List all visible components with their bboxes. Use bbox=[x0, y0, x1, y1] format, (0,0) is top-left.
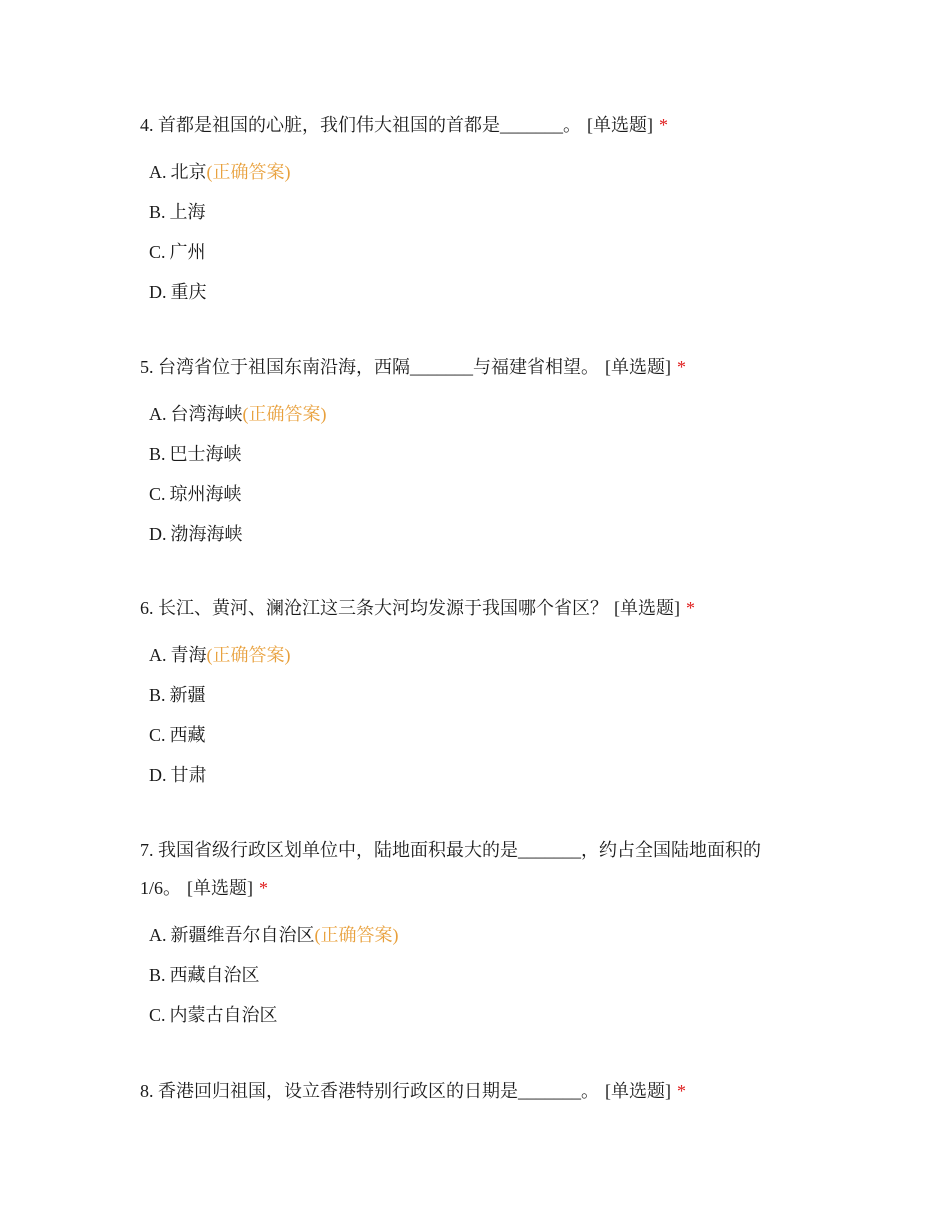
correct-answer-marker: (正确答案) bbox=[314, 925, 399, 945]
option-b[interactable] bbox=[149, 955, 800, 995]
question-6 bbox=[140, 589, 800, 795]
question-title bbox=[140, 1072, 800, 1110]
option-d[interactable] bbox=[149, 514, 800, 554]
option-a[interactable] bbox=[149, 635, 800, 675]
question-title bbox=[140, 589, 800, 627]
question-title bbox=[140, 106, 800, 144]
option-b[interactable] bbox=[149, 192, 800, 232]
correct-answer-marker: (正确答案) bbox=[206, 162, 291, 182]
option-text: 西藏 bbox=[169, 725, 206, 745]
option-letter: A. bbox=[149, 404, 167, 424]
question-text: 7. 我国省级行政区划单位中，陆地面积最大的是_______，约占全国陆地面积的1/6。 bbox=[140, 840, 761, 898]
option-letter: B. bbox=[149, 444, 166, 464]
option-c[interactable] bbox=[149, 232, 800, 272]
option-letter: C. bbox=[149, 484, 166, 504]
option-c[interactable] bbox=[149, 715, 800, 755]
option-letter: A. bbox=[149, 925, 167, 945]
question-type-label: [单选题] bbox=[605, 357, 671, 377]
correct-answer-marker: (正确答案) bbox=[242, 404, 327, 424]
option-letter: B. bbox=[149, 685, 166, 705]
required-mark: * bbox=[677, 1081, 686, 1101]
option-text: 巴士海峡 bbox=[169, 444, 242, 464]
question-type-label: [单选题] bbox=[187, 878, 254, 898]
option-letter: A. bbox=[149, 162, 167, 182]
option-letter: C. bbox=[149, 242, 166, 262]
question-text: 8. 香港回归祖国，设立香港特别行政区的日期是_______。 bbox=[140, 1081, 599, 1101]
option-text: 渤海海峡 bbox=[170, 524, 243, 544]
option-list bbox=[149, 394, 800, 554]
option-b[interactable] bbox=[149, 434, 800, 474]
option-text: 琼州海峡 bbox=[169, 484, 242, 504]
option-a[interactable] bbox=[149, 394, 800, 434]
option-c[interactable] bbox=[149, 995, 800, 1035]
question-text: 4. 首都是祖国的心脏，我们伟大祖国的首都是_______。 bbox=[140, 115, 581, 135]
required-mark: * bbox=[677, 357, 686, 377]
option-letter: C. bbox=[149, 1005, 166, 1025]
question-5 bbox=[140, 348, 800, 554]
question-text: 6. 长江、黄河、澜沧江这三条大河均发源于我国哪个省区？ bbox=[140, 598, 608, 618]
option-list bbox=[149, 915, 800, 1035]
option-text: 青海 bbox=[170, 645, 207, 665]
option-text: 上海 bbox=[169, 202, 206, 222]
question-text: 5. 台湾省位于祖国东南沿海，西隔_______与福建省相望。 bbox=[140, 357, 599, 377]
option-c[interactable] bbox=[149, 474, 800, 514]
option-list bbox=[149, 152, 800, 312]
required-mark: * bbox=[259, 878, 269, 898]
question-title bbox=[140, 348, 800, 386]
option-text: 内蒙古自治区 bbox=[169, 1005, 278, 1025]
option-text: 西藏自治区 bbox=[169, 965, 260, 985]
option-letter: D. bbox=[149, 282, 167, 302]
option-text: 台湾海峡 bbox=[170, 404, 243, 424]
option-a[interactable] bbox=[149, 152, 800, 192]
correct-answer-marker: (正确答案) bbox=[206, 645, 291, 665]
question-type-label: [单选题] bbox=[587, 115, 653, 135]
question-type-label: [单选题] bbox=[614, 598, 680, 618]
question-8 bbox=[140, 1072, 800, 1110]
option-letter: B. bbox=[149, 965, 166, 985]
question-title bbox=[140, 831, 800, 907]
question-7 bbox=[140, 831, 800, 1035]
option-letter: D. bbox=[149, 765, 167, 785]
option-letter: C. bbox=[149, 725, 166, 745]
option-text: 北京 bbox=[170, 162, 207, 182]
option-list bbox=[149, 635, 800, 795]
required-mark: * bbox=[659, 115, 668, 135]
option-text: 新疆维吾尔自治区 bbox=[170, 925, 315, 945]
required-mark: * bbox=[686, 598, 695, 618]
option-text: 重庆 bbox=[170, 282, 207, 302]
question-4 bbox=[140, 106, 800, 312]
option-letter: A. bbox=[149, 645, 167, 665]
option-letter: D. bbox=[149, 524, 167, 544]
option-a[interactable] bbox=[149, 915, 800, 955]
question-type-label: [单选题] bbox=[605, 1081, 671, 1101]
option-text: 甘肃 bbox=[170, 765, 207, 785]
option-text: 新疆 bbox=[169, 685, 206, 705]
option-b[interactable] bbox=[149, 675, 800, 715]
option-d[interactable] bbox=[149, 272, 800, 312]
option-letter: B. bbox=[149, 202, 166, 222]
option-text: 广州 bbox=[169, 242, 206, 262]
option-d[interactable] bbox=[149, 755, 800, 795]
